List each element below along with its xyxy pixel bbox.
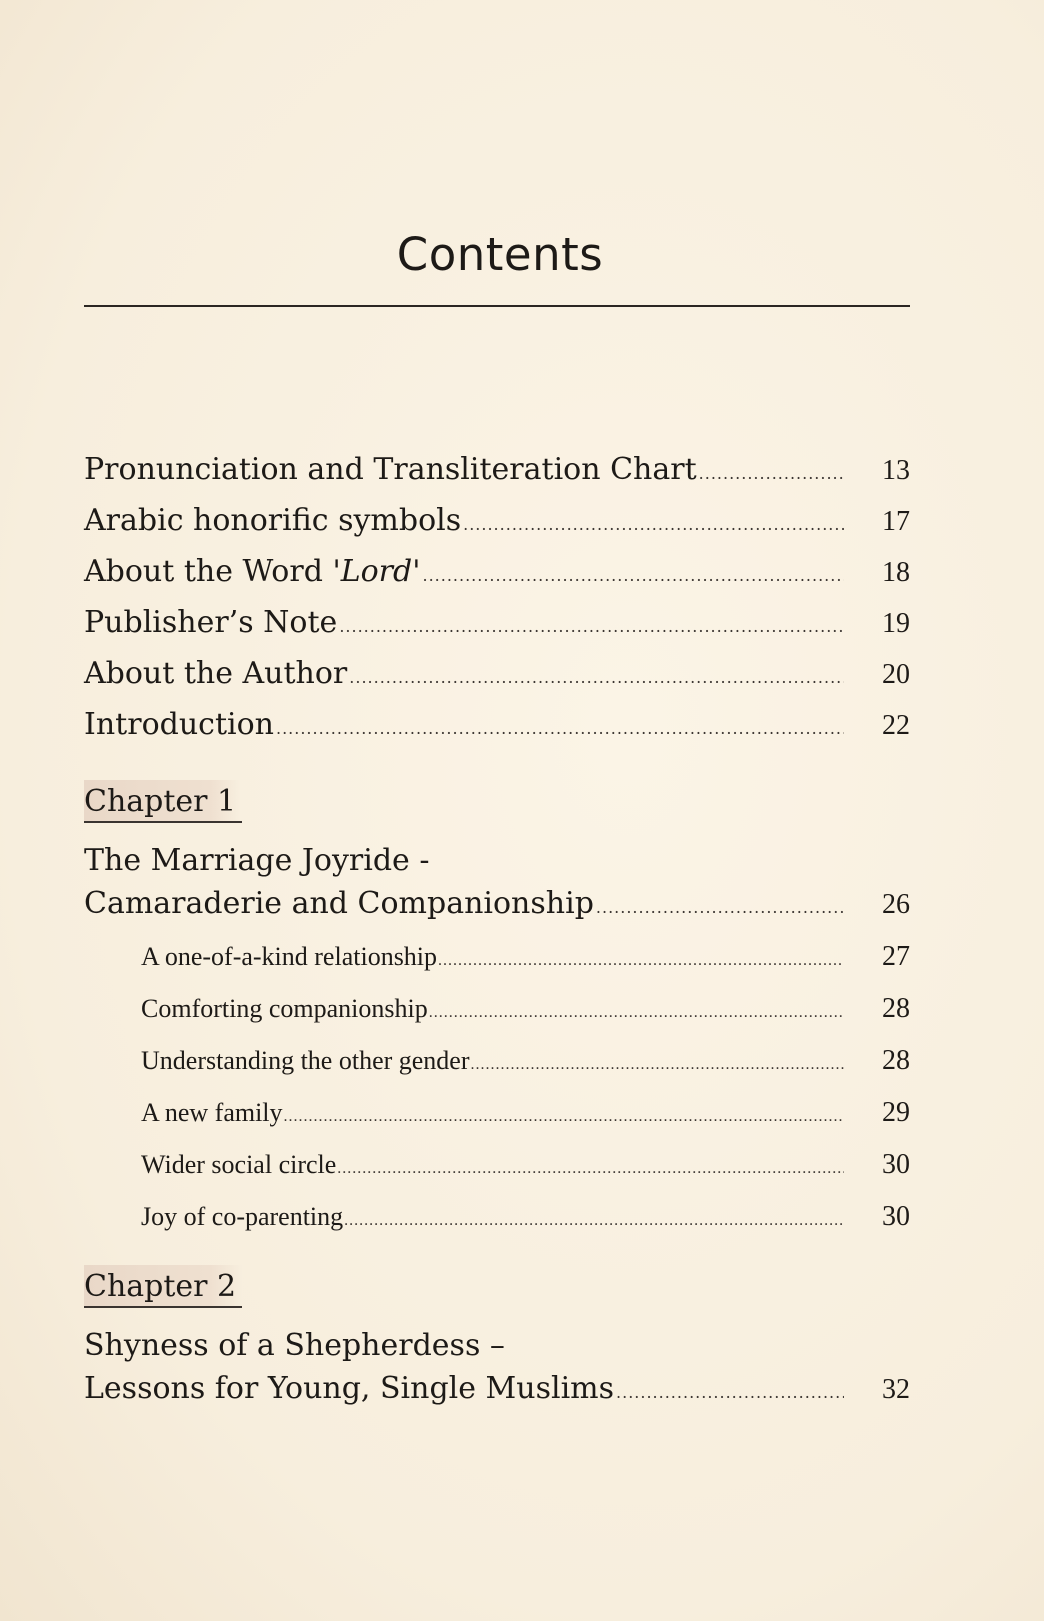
toc-entry-chapter-1[interactable] [84,886,910,941]
toc-section-joy-of-co-parenting[interactable] [84,1201,910,1253]
toc-entry-honorific-symbols[interactable] [84,503,910,554]
toc-entry-about-the-author[interactable] [84,656,910,707]
toc-entry-label: Arabic honorific symbols [84,503,462,538]
dot-leader [596,898,844,917]
dot-leader [616,1383,844,1402]
chapter-label-row [84,780,910,836]
toc-entry-label: Pronunciation and Transliteration Chart [84,452,697,487]
toc-page-number: 30 [882,1201,910,1232]
chapter-title-line-2: Camaraderie and Companionship [84,886,594,921]
toc-section-label: Understanding the other gender [141,1046,470,1075]
chapter-label: Chapter 2 [84,1265,242,1308]
chapter-title-line-1: The Marriage Joyride - [84,843,430,878]
toc-section-label: Comforting companionship [141,994,428,1023]
toc-section-understanding-gender[interactable] [84,1045,910,1097]
toc-entry-label [84,554,420,589]
toc-entry-label-italic: 'Lord' [332,554,421,589]
chapter-title-line-2: Lessons for Young, Single Muslims [84,1371,615,1406]
toc-entry-label: Publisher’s Note [84,605,338,640]
toc-page-number: 29 [882,1097,910,1128]
toc-page-number: 26 [882,889,910,920]
toc-page-number: 28 [882,993,910,1024]
toc-page-number: 20 [882,659,910,690]
chapter-2-block [84,1265,910,1426]
toc-section-comforting-companionship[interactable] [84,993,910,1045]
toc-page-number: 22 [882,710,910,741]
dot-leader [339,617,844,636]
toc-page-number: 28 [882,1045,910,1076]
toc-entry-publishers-note[interactable] [84,605,910,656]
toc-entry-label: About the Author [84,656,348,691]
toc-section-label: Joy of co-parenting [141,1202,344,1231]
toc-section-label: Wider social circle [141,1150,337,1179]
page-title: Contents [396,228,604,281]
dot-leader [284,1108,844,1126]
dot-leader [337,1160,844,1178]
toc-page-number: 13 [882,455,910,486]
chapter-title-line-1: Shyness of a Shepherdess – [84,1328,505,1363]
toc-page-number: 27 [882,941,910,972]
chapter-label: Chapter 1 [84,780,242,823]
toc-entry-introduction[interactable] [84,707,910,758]
toc-entry-pronunciation[interactable] [84,452,910,503]
toc-entry-chapter-2[interactable] [84,1371,910,1426]
toc-entry-label-prefix: About the Word [84,554,333,589]
dot-leader [429,1004,844,1022]
dot-leader [699,464,844,483]
toc-page-number: 32 [882,1374,910,1405]
dot-leader [463,515,844,534]
table-of-contents [84,452,910,1426]
toc-section-label: A new family [141,1098,283,1127]
toc-section-one-of-a-kind[interactable] [84,941,910,993]
dot-leader [438,952,844,970]
chapter-1-block [84,780,910,1253]
dot-leader [422,566,844,585]
toc-section-wider-social-circle[interactable] [84,1149,910,1201]
toc-entry-about-the-word-lord[interactable] [84,554,910,605]
dot-leader [276,719,844,738]
title-divider [84,305,910,307]
toc-section-new-family[interactable] [84,1097,910,1149]
dot-leader [349,668,844,687]
dot-leader [471,1056,844,1074]
toc-entry-label: Introduction [84,707,274,742]
toc-page-number: 19 [882,608,910,639]
toc-page-number: 30 [882,1149,910,1180]
dot-leader [344,1212,844,1230]
toc-page-number: 18 [882,557,910,588]
chapter-label-row [84,1265,910,1321]
toc-page-number: 17 [882,506,910,537]
toc-section-label: A one-of-a-kind relationship [141,942,438,971]
